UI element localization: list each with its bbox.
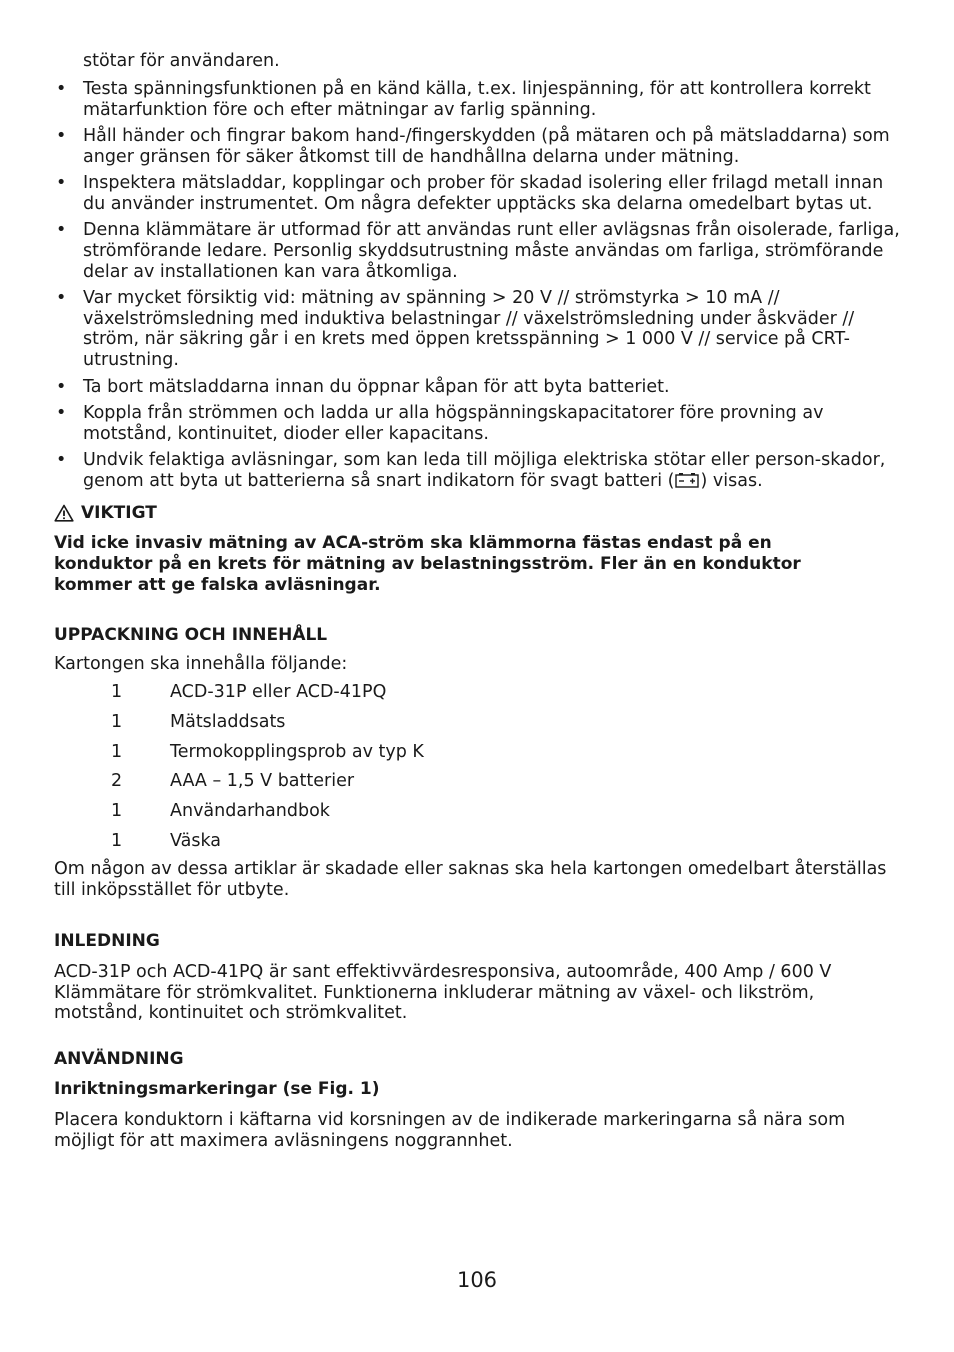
- bullet-text: Koppla från strömmen och ladda ur alla högspänningskapacitatorer före provning av motstånd, kontinuitet, dioder eller kapacitans.: [83, 402, 824, 444]
- bullet-text-before-icon: Undvik felaktiga avläsningar, som kan leda till möjliga elektriska stötar eller person-skador, genom att byta ut batterierna så snart indikatorn för svagt batteri (: [83, 450, 886, 491]
- usage-heading: ANVÄNDNING: [54, 1048, 184, 1069]
- list-item: [54, 831, 904, 861]
- usage-text: Placera konduktorn i käftarna vid korsningen av de indikerade markeringarna så nära som möjligt för att maximera avläsningens noggrannhet.: [54, 1109, 846, 1151]
- item-quantity: 1: [111, 801, 123, 822]
- bullet-item: [54, 377, 904, 398]
- bullet-text: Håll händer och fingrar bakom hand-/fingerskydden (på mätaren och på mätsladdarna) som anger gränsen för säker åtkomst till de handhållna delarna under mätning.: [83, 126, 890, 167]
- warning-triangle-icon: [54, 504, 74, 522]
- item-name: Väska: [170, 830, 222, 851]
- document-page: [54, 51, 904, 1151]
- unpacking-outro: Om någon av dessa artiklar är skadade eller saknas ska hela kartongen omedelbart återställas till inköpsstället för utbyte.: [54, 859, 887, 901]
- bullet-dot: •: [56, 450, 67, 471]
- bullet-text: Testa spänningsfunktionen på en känd källa, t.ex. linjespänning, för att kontrollera korrekt mätarfunktion före och efter mätningar av farlig spänning.: [83, 79, 871, 120]
- introduction-heading: INLEDNING: [54, 930, 160, 951]
- bullet-item: [54, 220, 904, 282]
- bullet-item: [54, 126, 904, 167]
- bullet-text: Inspektera mätsladdar, kopplingar och prober för skadad isolering eller frilagd metall innan du använder instrumentet. Om några defekter upptäcks ska delarna omedelbart bytas ut.: [83, 173, 884, 214]
- low-battery-icon: [675, 472, 701, 488]
- unpacking-heading: UPPACKNING OCH INNEHÅLL: [54, 624, 328, 645]
- bullet-dot: •: [56, 126, 67, 147]
- list-item: [54, 742, 904, 772]
- warning-heading: [54, 503, 904, 523]
- bullet-dot: •: [56, 220, 67, 241]
- usage-subheading: Inriktningsmarkeringar (se Fig. 1): [54, 1078, 380, 1099]
- list-item: [54, 682, 904, 712]
- warning-text: Vid icke invasiv mätning av ACA-ström ska klämmorna fästas endast på en konduktor på en krets för mätning av belastningsström. Fler än en konduktor kommer att ge falska avläsningar.: [54, 533, 801, 595]
- bullet-item: [54, 173, 904, 214]
- item-name: AAA – 1,5 V batterier: [170, 771, 355, 792]
- item-quantity: 1: [111, 830, 123, 851]
- item-name: ACD-31P eller ACD-41PQ: [170, 682, 387, 703]
- item-quantity: 1: [111, 711, 123, 732]
- page-number: 106: [456, 1268, 498, 1292]
- bullet-dot: •: [56, 288, 67, 309]
- continuation-text: stötar för användaren.: [83, 51, 280, 71]
- bullet-text-after-icon: ) visas.: [700, 470, 763, 491]
- list-item: [54, 771, 904, 801]
- item-quantity: 1: [111, 741, 123, 762]
- item-quantity: 1: [111, 682, 123, 703]
- bullet-dot: •: [56, 376, 67, 397]
- bullet-item: [54, 288, 904, 371]
- bullet-item: [54, 450, 904, 491]
- bullet-dot: •: [56, 402, 67, 423]
- bullet-item: [54, 403, 904, 444]
- bullet-dot: •: [56, 173, 67, 194]
- bullet-text: Denna klämmätare är utformad för att användas runt eller avlägsnas från oisolerade, farliga, strömförande ledare. Personlig skyddsutrustning måste användas om farliga, strömförande delar av installationen kan vara åtkomliga.: [83, 220, 900, 282]
- bullet-item: [54, 79, 904, 120]
- introduction-text: ACD-31P och ACD-41PQ är sant effektivvärdesresponsiva, autoområde, 400 Amp / 600 V Klämmätare för strömkvalitet. Funktionerna inkluderar mätning av växel- och likström, motstånd, kontinuitet och strömkvalitet.: [54, 961, 832, 1024]
- item-name: Mätsladdsats: [170, 711, 286, 732]
- safety-bullet-list: [54, 79, 904, 491]
- contents-list: [54, 682, 904, 860]
- item-name: Användarhandbok: [170, 801, 330, 822]
- unpacking-intro: Kartongen ska innehålla följande:: [54, 653, 348, 674]
- bullet-text: Var mycket försiktig vid: mätning av spänning > 20 V // strömstyrka > 10 mA // växelströmsledning med induktiva belastningar // växelströmsledning under åskväder // ström, när säkring går i en krets med öppen kretsspänning > 1 000 V // service på CRT-utrustning.: [83, 288, 855, 371]
- list-item: [54, 712, 904, 742]
- bullet-dot: •: [56, 79, 67, 99]
- bullet-text: Ta bort mätsladdarna innan du öppnar kåpan för att byta batteriet.: [83, 376, 670, 397]
- item-quantity: 2: [111, 771, 123, 792]
- item-name: Termokopplingsprob av typ K: [170, 741, 424, 762]
- warning-title: VIKTIGT: [81, 503, 157, 524]
- list-item: [54, 801, 904, 831]
